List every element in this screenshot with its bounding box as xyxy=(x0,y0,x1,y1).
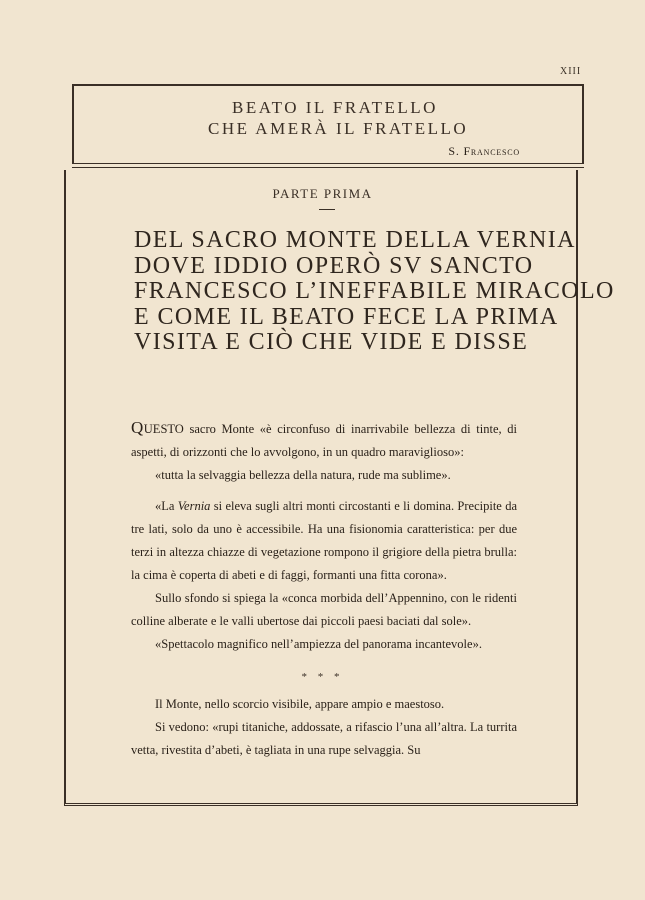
part-title: PARTE PRIMA xyxy=(272,186,373,201)
drop-cap: Q xyxy=(131,418,144,437)
headline-line: E COME IL BEATO FECE LA PRIMA xyxy=(134,303,559,330)
headline-line: DOVE IDDIO OPERÒ SV SANCTO xyxy=(134,252,534,279)
body-upper xyxy=(131,416,517,656)
paragraph-6: Il Monte, nello scorcio visibile, appare ampio e maestoso. xyxy=(155,697,445,711)
headline-line: DEL SACRO MONTE DELLA VERNIA xyxy=(134,227,576,253)
motto-line-2: CHE AMERÀ IL FRATELLO xyxy=(208,119,469,138)
headline-line: FRANCESCO L’INEFFABILE MIRACOLO xyxy=(134,278,615,304)
italic-place-name: Vernia xyxy=(177,499,211,513)
paragraph-1-text: sacro Monte «è circonfuso di inarrivabile bellezza di tinte, di aspetti, di orizzonti che lo avvolgono, in un quadro maraviglioso»: xyxy=(131,422,517,459)
motto-attribution xyxy=(448,144,520,159)
attribution-name: Francesco xyxy=(463,144,520,158)
headline-line: VISITA E CIÒ CHE VIDE E DISSE xyxy=(134,329,529,355)
attribution-initial: S. xyxy=(448,144,460,158)
part-title-dash xyxy=(319,209,335,210)
chapter-headline xyxy=(134,227,615,356)
paragraph-7: Si vedono: «rupi titaniche, addossate, a rifascio l’una all’altra. La turrita vetta, rivestita d’abeti, è tagliata in una rupe selvaggia. Su xyxy=(131,720,517,757)
paragraph-2: «tutta la selvaggia bellezza della natura, rude ma sublime». xyxy=(155,468,451,482)
paragraph-5: «Spettacolo magnifico nell’ampiezza del panorama incantevole». xyxy=(155,637,482,651)
body-lower xyxy=(131,693,517,762)
motto-double-rule xyxy=(72,163,584,168)
paragraph-1 xyxy=(131,416,517,464)
paragraph-4: Sullo sfondo si spiega la «conca morbida dell’Appennino, con le ridenti colline alberate e le valli ubertose dai piccoli paesi baciati dal sole». xyxy=(131,591,517,628)
small-caps-word: UESTO xyxy=(143,422,184,436)
paragraph-3-start: «La xyxy=(155,499,178,513)
motto-line-1: BEATO IL FRATELLO xyxy=(232,98,438,117)
motto-frame xyxy=(72,84,584,164)
page-number: XIII xyxy=(560,66,582,77)
paragraph-3-text: si eleva sugli altri monti circostanti e li domina. Precipite da tre lati, solo da uno è accessibile. Ha una fisionomia caratteristica: per due terzi in altezza chiazze di vegetazione rompono il grigiore della pietra brulla: la cima è coperta di abeti e di faggi, formanti una fitta corona». xyxy=(131,499,518,582)
section-separator: * * * xyxy=(301,671,344,683)
paragraph-3 xyxy=(131,495,517,587)
